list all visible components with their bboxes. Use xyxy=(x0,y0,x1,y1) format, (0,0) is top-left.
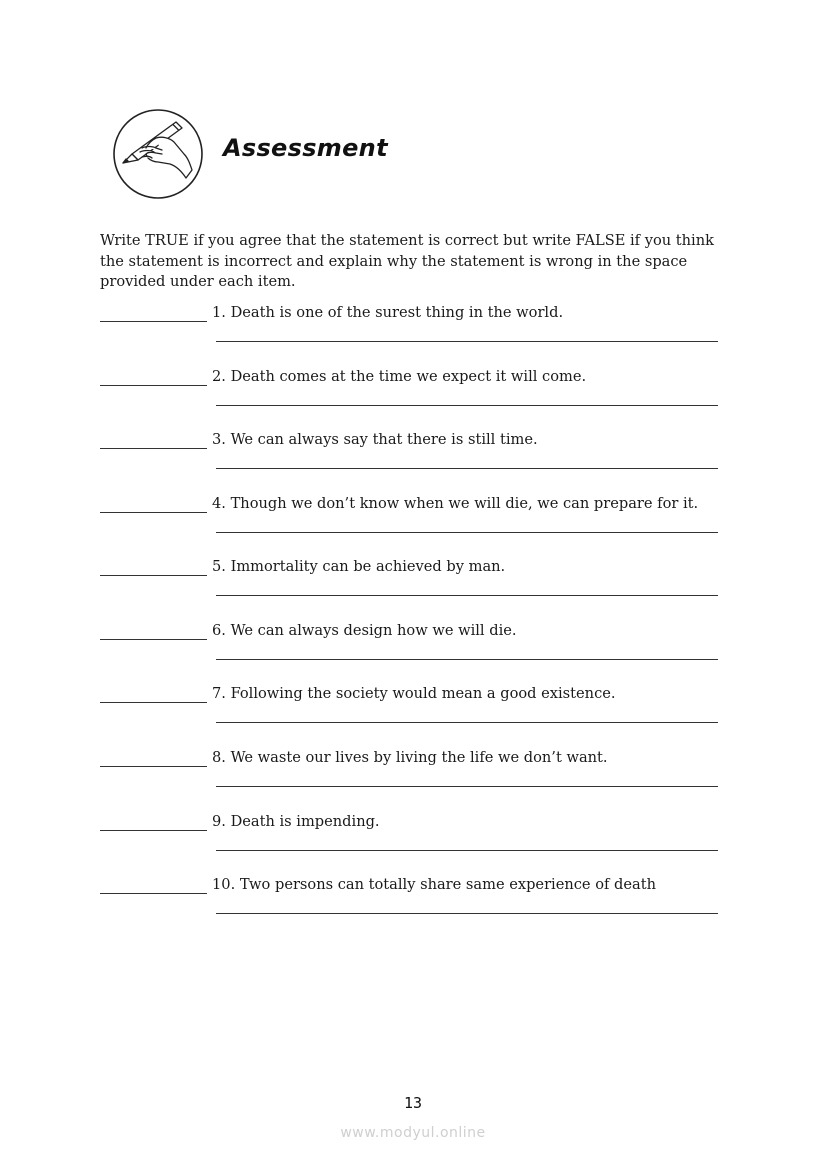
item-statement: 8. We waste our lives by living the life we don’t want. xyxy=(212,749,608,766)
explanation-line[interactable] xyxy=(216,786,718,787)
page-number: 13 xyxy=(403,1094,423,1112)
answer-blank[interactable] xyxy=(100,702,207,703)
list-item xyxy=(100,813,720,873)
item-statement: 3. We can always say that there is still time. xyxy=(212,431,538,448)
answer-blank[interactable] xyxy=(100,448,207,449)
answer-blank[interactable] xyxy=(100,321,207,322)
explanation-line[interactable] xyxy=(216,341,718,342)
list-item xyxy=(100,558,720,618)
pencil-writing-hand-icon xyxy=(112,108,204,200)
answer-blank[interactable] xyxy=(100,830,207,831)
answer-blank[interactable] xyxy=(100,639,207,640)
instructions-text: Write TRUE if you agree that the statement is correct but write FALSE if you think the statement is incorrect and explain why the statement is wrong in the space provided under each item. xyxy=(100,232,714,290)
list-item xyxy=(100,876,720,936)
answer-blank[interactable] xyxy=(100,512,207,513)
answer-blank[interactable] xyxy=(100,385,207,386)
explanation-line[interactable] xyxy=(216,405,718,406)
item-statement: 1. Death is one of the surest thing in the world. xyxy=(212,304,564,321)
explanation-line[interactable] xyxy=(216,913,718,914)
explanation-line[interactable] xyxy=(216,532,718,533)
list-item xyxy=(100,622,720,682)
explanation-line[interactable] xyxy=(216,468,718,469)
answer-blank[interactable] xyxy=(100,766,207,767)
page-title: Assessment xyxy=(223,134,388,162)
explanation-line[interactable] xyxy=(216,722,718,723)
list-item xyxy=(100,749,720,809)
list-item xyxy=(100,685,720,745)
explanation-line[interactable] xyxy=(216,659,718,660)
item-statement: 10. Two persons can totally share same experience of death xyxy=(212,876,656,893)
list-item xyxy=(100,368,720,428)
item-statement: 4. Though we don’t know when we will die, we can prepare for it. xyxy=(212,495,699,512)
answer-blank[interactable] xyxy=(100,893,207,894)
item-statement: 2. Death comes at the time we expect it will come. xyxy=(212,368,587,385)
item-statement: 9. Death is impending. xyxy=(212,813,380,830)
watermark: www.modyul.online xyxy=(340,1125,486,1141)
item-statement: 6. We can always design how we will die. xyxy=(212,622,517,639)
list-item xyxy=(100,304,720,364)
explanation-line[interactable] xyxy=(216,850,718,851)
explanation-line[interactable] xyxy=(216,595,718,596)
item-statement: 5. Immortality can be achieved by man. xyxy=(212,558,506,575)
item-statement: 7. Following the society would mean a good existence. xyxy=(212,685,616,702)
list-item xyxy=(100,495,720,555)
answer-blank[interactable] xyxy=(100,575,207,576)
list-item xyxy=(100,431,720,491)
